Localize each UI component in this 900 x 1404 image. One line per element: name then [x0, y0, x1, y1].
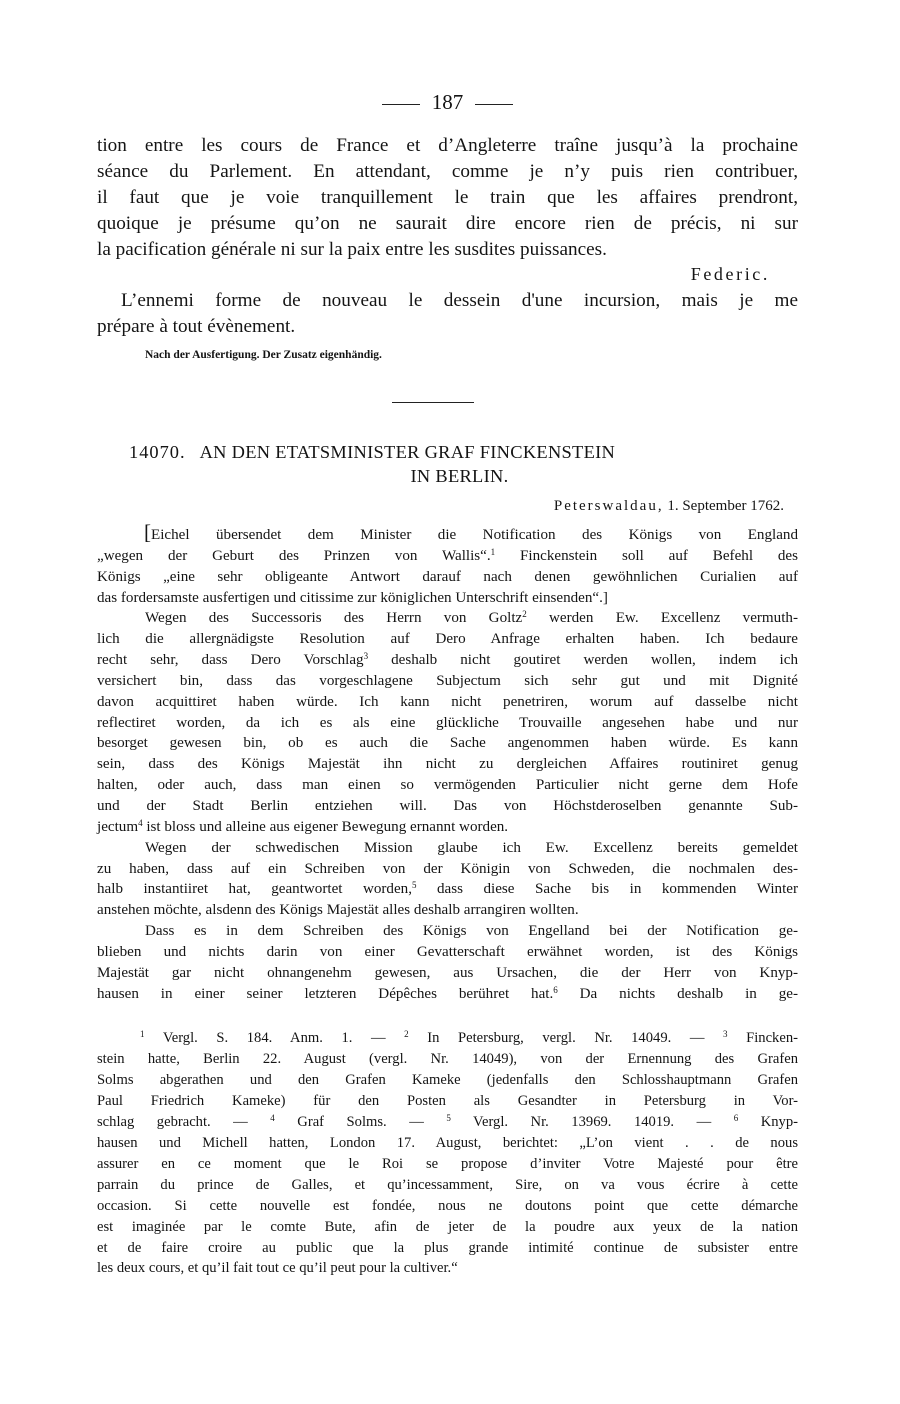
paragraph-line: anstehen möchte, alsdenn des Königs Majestät alles deshalb arrangiren wollten. — [97, 902, 579, 919]
date-text: 1. September 1762. — [667, 498, 784, 514]
text-line: il faut que je voie tranquillement le train que les affaires prendront, — [97, 187, 798, 208]
page-number: 187 — [431, 90, 464, 114]
paragraph-line: hausen in einer seiner letzteren Dépêches berühret hat.$^6$ Da nichts deshalb in ge- — [97, 984, 799, 1002]
heading-line-2: IN BERLIN. — [410, 466, 509, 486]
letter-heading — [97, 440, 798, 488]
text-line: séance du Parlement. En attendant, comme je n’y puis rien contribuer, — [97, 161, 798, 182]
section-divider — [392, 402, 474, 403]
source-note: Nach der Ausfertigung. Der Zusatz eigenhändig. — [145, 349, 382, 361]
heading-line-1: AN DEN ETATSMINISTER GRAF FINCKENSTEIN — [199, 442, 616, 462]
paragraph-line: recht sehr, dass Dero Vorschlag$^3$ deshalb nicht goutiret werden wollen, indem ich — [97, 651, 798, 669]
text-line: tion entre les cours de France et d’Angleterre traîne jusqu’à la prochaine — [97, 135, 798, 156]
footnote-line: stein hatte, Berlin 22. August (vergl. Nr. 14049), von der Ernennung des Grafen — [97, 1050, 798, 1067]
footnote-line: est imaginée par le comte Bute, afin de jeter de la poudre aux yeux de la nation — [97, 1218, 798, 1235]
footnote-line: occasion. Si cette nouvelle est fondée, nous ne doutons point que cette démarche — [97, 1197, 798, 1214]
footnote-mark: 3 — [723, 1029, 728, 1039]
paragraph-line: sein, dass des Königs Majestät ihn nicht zu dergleichen Affaires routiniret genug — [97, 756, 798, 773]
continued-paragraph — [97, 133, 798, 263]
paragraph-line: lich die allergnädigste Resolution auf Dero Anfrage erhalten haben. Ich bedaure — [97, 631, 798, 648]
footnote-mark: 4 — [138, 817, 143, 828]
paragraph-line: besorget gewesen bin, ob es auch die Sache angenommen haben würde. Es kann — [97, 735, 798, 752]
footnote-mark: 5 — [446, 1112, 451, 1123]
paragraph-line: halb instantiiret hat, geantwortet worden,$^5$ dass diese Sache bis in kommenden Winter — [97, 880, 798, 898]
footnote-line: parrain du prince de Galles, et qu’incessamment, Sire, on va vous écrire à cette — [97, 1176, 798, 1193]
footnote-mark: 6 — [553, 984, 558, 995]
letter-body — [97, 522, 798, 1004]
text-line: quoique je présume qu’on ne saurait dire encore rien de précis, ni sur — [97, 213, 798, 234]
paragraph-line: halten, oder auch, dass man einen so vermögenden Particulier nicht gerne dem Hofe — [97, 777, 798, 794]
footnote-line: schlag gebracht. — $^4$ Graf Solms. — $^5$ Vergl. Nr. 13969. 14019. — $^6$ Knyp- — [97, 1112, 798, 1130]
paragraph-line: blieben und nichts darin von einer Gevatterschaft erwähnet worden, ist des Königs — [97, 943, 798, 960]
footnote-mark: 4 — [270, 1112, 275, 1123]
footnote-mark: 5 — [412, 880, 417, 891]
paragraph-line: zu haben, dass auf ein Schreiben von der Königin von Schweden, die nochmalen des- — [97, 860, 798, 877]
footnote-mark: 6 — [733, 1112, 739, 1123]
dateline — [554, 496, 784, 516]
paragraph-line: „wegen der Geburt des Prinzen von Wallis“.$^1$ Finckenstein soll auf Befehl des — [97, 546, 798, 564]
text-line: prépare à tout évènement. — [97, 316, 296, 337]
date-place: Peterswaldau, — [553, 498, 664, 514]
footnote-line: hausen und Michell hatten, London 17. August, berichtet: „L’on vient . . de nous — [97, 1134, 798, 1151]
footnote-line: assurer en ce moment que le Roi se propose d’inviter Votre Majesté pour être — [97, 1155, 798, 1172]
text-line: L’ennemi forme de nouveau le dessein d'une incursion, mais je me — [121, 290, 798, 311]
footnote-line: Solms abgerathen und den Grafen Kameke (jedenfalls den Schlosshauptmann Grafen — [97, 1071, 798, 1088]
paragraph-line: Majestät gar nicht ohnangenehm gewesen, aus Ursachen, die der Herr von Knyp- — [97, 964, 798, 981]
postscript — [97, 288, 798, 340]
page-header — [97, 85, 798, 119]
footnote-mark: 3 — [363, 651, 369, 662]
paragraph-line: reflectiret worden, da ich es als eine glückliche Trouvaille angesehen habe und nur — [97, 714, 798, 731]
footnote-line: Paul Friedrich Kameke) für den Posten als Gesandter in Petersburg in Vor- — [97, 1092, 798, 1109]
footnote-line: les deux cours, et qu’il fait tout ce qu’il peut pour la cultiver.“ — [97, 1260, 458, 1277]
paragraph-line: und der Stadt Berlin entziehen will. Das von Höchstderoselben genannte Sub- — [97, 797, 798, 814]
header-dash-right — [475, 104, 513, 105]
footnote-line: et de faire croire au public que la plus grande intimité continue de subsister entre — [97, 1239, 798, 1256]
paragraph-line: Wegen des Successoris des Herrn von Goltz$^2$ werden Ew. Excellenz vermuth- — [145, 609, 798, 627]
paragraph-line: davon acquittiret haben würde. Ich kann nicht penetriren, worum auf dasselbe nicht — [97, 693, 798, 710]
paragraph-line: [Eichel übersendet dem Minister die Notification des Königs von England — [144, 520, 798, 544]
footnotes — [97, 1028, 798, 1279]
footnote-mark: 1 — [490, 546, 496, 557]
paragraph-line: das fordersamste ausfertigen und citissime zur königlichen Unterschrift einsenden“.] — [97, 589, 608, 606]
letter-number: 14070. — [129, 442, 186, 462]
signature: Federic. — [690, 264, 770, 284]
paragraph-line: versichert bin, dass das vorgeschlagene Subjectum sich sehr gut und mit Dignité — [97, 672, 798, 689]
header-dash-left — [382, 104, 420, 105]
paragraph-line: Königs „eine sehr obligeante Antwort darauf nach denen gewöhnlichen Curialien auf — [97, 568, 798, 585]
opening-bracket: [ — [144, 520, 151, 544]
paragraph-line: jectum$^4$ ist bloss und alleine aus eigener Bewegung ernannt worden. — [97, 817, 509, 835]
paragraph-line: Wegen der schwedischen Mission glaube ich Ew. Excellenz bereits gemeldet — [145, 839, 798, 856]
footnote-line: $^1$ Vergl. S. 184. Anm. 1. — $^2$ In Petersburg, vergl. Nr. 14049. — $^3$ Fincken- — [140, 1029, 798, 1046]
text-line: la pacification générale ni sur la paix entre les susdites puissances. — [97, 239, 607, 260]
paragraph-line: Dass es in dem Schreiben des Königs von Engelland bei der Notification ge- — [145, 923, 798, 940]
footnote-mark: 2 — [404, 1029, 409, 1039]
footnote-mark: 2 — [522, 609, 527, 620]
footnote-mark: 1 — [140, 1029, 145, 1039]
